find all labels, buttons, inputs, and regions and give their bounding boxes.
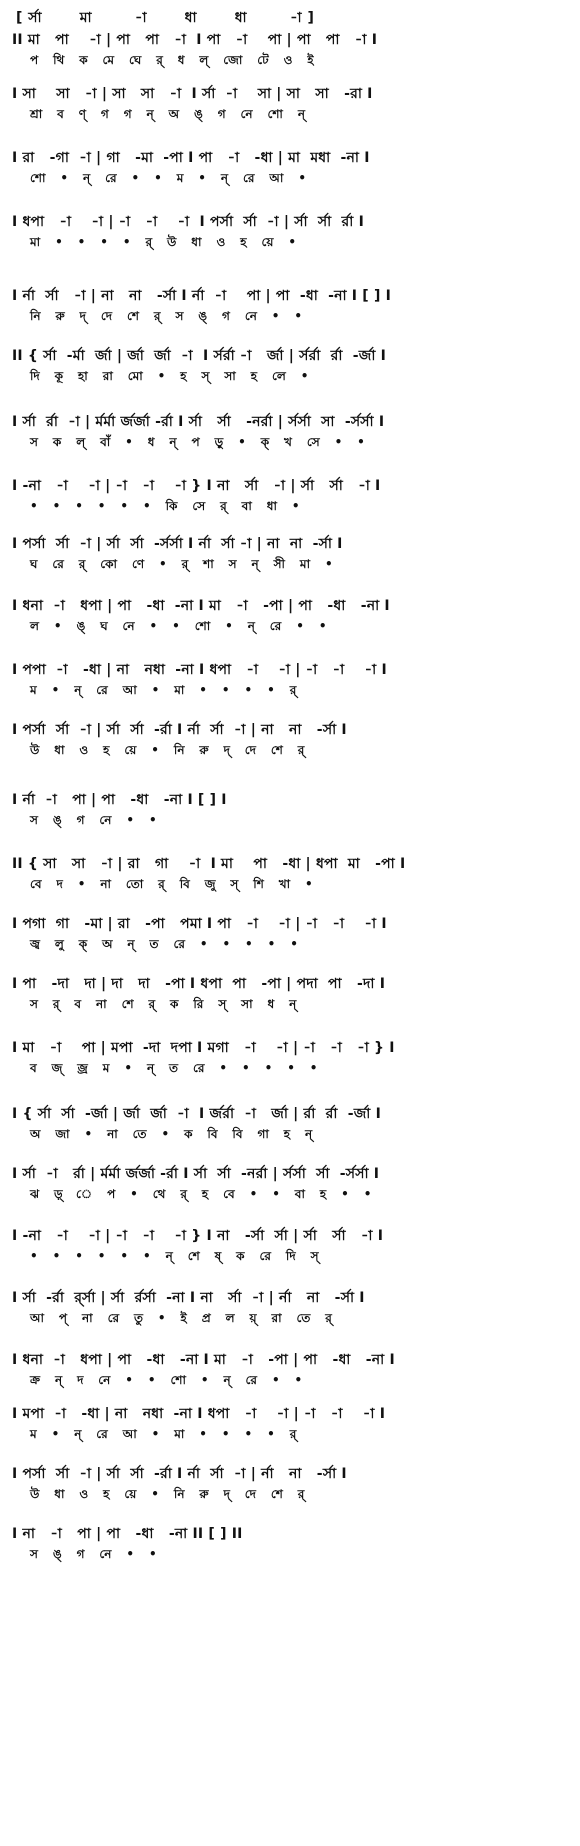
stanza-block (12, 148, 572, 188)
note-line: I পপা -া -ধা | না নধা -না I ধপা -া -া | -া -া -া I (12, 662, 387, 678)
lyric-line: দি কূ হা রা মো • হ স্ সা হ লে • (30, 369, 309, 383)
lyric-line: জ্ব লু ক্ অ ন্ ত রে • • • • • (30, 937, 299, 951)
lyric-line: বে দ • না তো র্ বি জু স্ শি খা • (30, 877, 314, 891)
lyric-line: প থি ক মে ঘে র্ ধ ল্ জো টে ও ই (30, 53, 315, 67)
stanza-block (12, 346, 572, 386)
note-line: I মা -া পা | মপা -দা দপা I মগা -া -া | -া -া -া } I (12, 1040, 395, 1056)
note-line: I র্সা -র্রা র্র্সা | র্সা র্রর্সা -না I না র্সা -া | র্না না -র্সা I (12, 1290, 365, 1306)
lyric-line: ল • ঙ্ ঘ নে • • শো • ন্ রে • • (30, 619, 328, 633)
note-line: II { র্সা -র্মা র্জা | র্জা র্জা -া I র্সর্রা -া র্জা | র্সর্রা র্রা -র্জা I (12, 348, 387, 364)
stanza-block (12, 974, 572, 1014)
stanza-block (12, 84, 572, 124)
lyric-line: আ প্ না রে তু • ই প্র ল য়্ রা তে র্ (30, 1311, 333, 1325)
stanza-block (12, 1164, 572, 1204)
header-note-bracket: [ র্সা মা -া ধা ধা -া ] (16, 10, 315, 26)
note-line: I পর্সা র্সা -া | র্সা র্সা -র্রা I র্না র্সা -া | র্না না -র্সা I (12, 1466, 347, 1482)
lyric-line: শো • ন্ রে • • ম • ন্ রে আ • (30, 171, 307, 185)
note-line: I পগা গা -মা | রা -পা পমা I পা -া -া | -া -া -া I (12, 916, 387, 932)
lyric-line: অ জা • না তে • ক বি বি গা হ ন্ (30, 1127, 313, 1141)
note-line: I র্সা র্রা -া | র্মর্মা র্জর্জা -র্রা I র্সা র্সা -নর্রা | র্সর্সা সা -র্সর্সা I (12, 414, 385, 430)
lyric-line: নি রু দ্ দে শে র্ স ঙ্ গ নে • • (30, 309, 303, 323)
stanza-block (12, 1104, 572, 1144)
lyric-line: স র্ ব না শে র্ ক রি স্ সা ধ ন্ (30, 997, 297, 1011)
note-line: I পর্সা র্সা -া | র্সা র্সা -র্রা I র্না র্সা -া | না না -র্সা I (12, 722, 347, 738)
lyric-line: ঝ ড়্ ে প • থে র্ হ বে • • বা হ • • (30, 1187, 373, 1201)
stanza-block (12, 1404, 572, 1444)
stanza-block (12, 1038, 572, 1078)
stanza-block (12, 534, 572, 574)
lyric-line: শ্রা ব ণ্ গ গ ন্ অ ঙ্ গ নে শো ন্ (30, 107, 306, 121)
lyric-line: স ঙ্ গ নে • • (30, 813, 158, 827)
note-line: I -না -া -া | -া -া -া } I না -র্সা র্সা | র্সা র্সা -া I (12, 1228, 384, 1244)
note-line: I ধনা -া ধপা | পা -ধা -না I মা -া -পা | পা -ধা -না I (12, 1352, 395, 1368)
note-line: I সা সা -া | সা সা -া I র্সা -া সা | সা সা -রা I (12, 86, 373, 102)
stanza-block (12, 854, 572, 894)
stanza-block (12, 212, 572, 252)
stanza-block (12, 720, 572, 760)
lyric-line: • • • • • • ন্ শে ষ্ ক রে দি স্ (30, 1249, 320, 1263)
note-line: I পর্সা র্সা -া | র্সা র্সা -র্সর্সা I র্না র্সা -া | না না -র্সা I (12, 536, 343, 552)
stanza-block (12, 30, 572, 70)
stanza-block (12, 1464, 572, 1504)
stanza-block (12, 286, 572, 326)
lyric-line: ম • ন্ রে আ • মা • • • • র্ (30, 1427, 297, 1441)
stanza-block (12, 596, 572, 636)
note-line: I ধনা -া ধপা | পা -ধা -না I মা -া -পা | পা -ধা -না I (12, 598, 390, 614)
lyric-line: স ক ল্ বাঁ • ধ ন্ প ড়ু • ক্ খ সে • • (30, 435, 366, 449)
stanza-block (12, 660, 572, 700)
stanza-block (12, 1350, 572, 1390)
note-line: I পা -দা দা | দা দা -পা I ধপা পা -পা | পদা পা -দা I (12, 976, 386, 992)
stanza-block (12, 412, 572, 452)
stanza-block (12, 790, 572, 830)
stanza-block (12, 1524, 572, 1564)
stanza-block (12, 476, 572, 516)
lyric-line: ম • ন্ রে আ • মা • • • • র্ (30, 683, 297, 697)
lyric-line: ব জ্ জ্র ম • ন্ ত রে • • • • • (30, 1061, 319, 1075)
stanza-block (12, 1226, 572, 1266)
note-line: II { সা সা -া | রা গা -া I মা পা -ধা | ধপা মা -পা I (12, 856, 406, 872)
lyric-line: উ ধা ও হ য়ে • নি রু দ্ দে শে র্ (30, 1487, 306, 1501)
note-line: I র্না র্সা -া | না না -র্সা I র্না -া পা | পা -ধা -না I [ ] I (12, 288, 392, 304)
note-line: I ধপা -া -া | -া -া -া I পর্সা র্সা -া | র্সা র্সা র্রা I (12, 214, 364, 230)
note-line: I মপা -া -ধা | না নধা -না I ধপা -া -া | -া -া -া I (12, 1406, 386, 1422)
lyric-line: ঘ রে র্ কো ণে • র্ শা স ন্ সী মা • (30, 557, 334, 571)
stanza-block (12, 1288, 572, 1328)
lyric-line: স ঙ্ গ নে • • (30, 1547, 158, 1561)
stanza-block (12, 914, 572, 954)
note-line: I রা -গা -া | গা -মা -পা I পা -া -ধা | মা মধা -না I (12, 150, 370, 166)
note-line: II মা পা -া | পা পা -া I পা -া পা | পা পা -া I (12, 32, 378, 48)
lyric-line: মা • • • • র্ উ ধা ও হ য়ে • (30, 235, 297, 249)
note-line: I { র্সা র্সা -র্জা | র্জা র্জা -া I র্জর্রা -া র্জা | র্রা র্রা -র্জা I (12, 1106, 382, 1122)
note-line: I না -া পা | পা -ধা -না II [ ] II (12, 1526, 243, 1542)
lyric-line: • • • • • • কি সে র্ বা ধা • (30, 499, 301, 513)
lyric-line: উ ধা ও হ য়ে • নি রু দ্ দে শে র্ (30, 743, 306, 757)
lyric-line: ক্র ন্ দ নে • • শো • ন্ রে • • (30, 1373, 303, 1387)
note-line: I র্না -া পা | পা -ধা -না I [ ] I (12, 792, 227, 808)
note-line: I -না -া -া | -া -া -া } I না র্সা -া | র্সা র্সা -া I (12, 478, 381, 494)
note-line: I র্সা -া র্রা | র্মর্মা র্জর্জা -র্রা I র্সা র্সা -নর্রা | র্সর্সা র্সা -র্সর্সা I (12, 1166, 380, 1182)
